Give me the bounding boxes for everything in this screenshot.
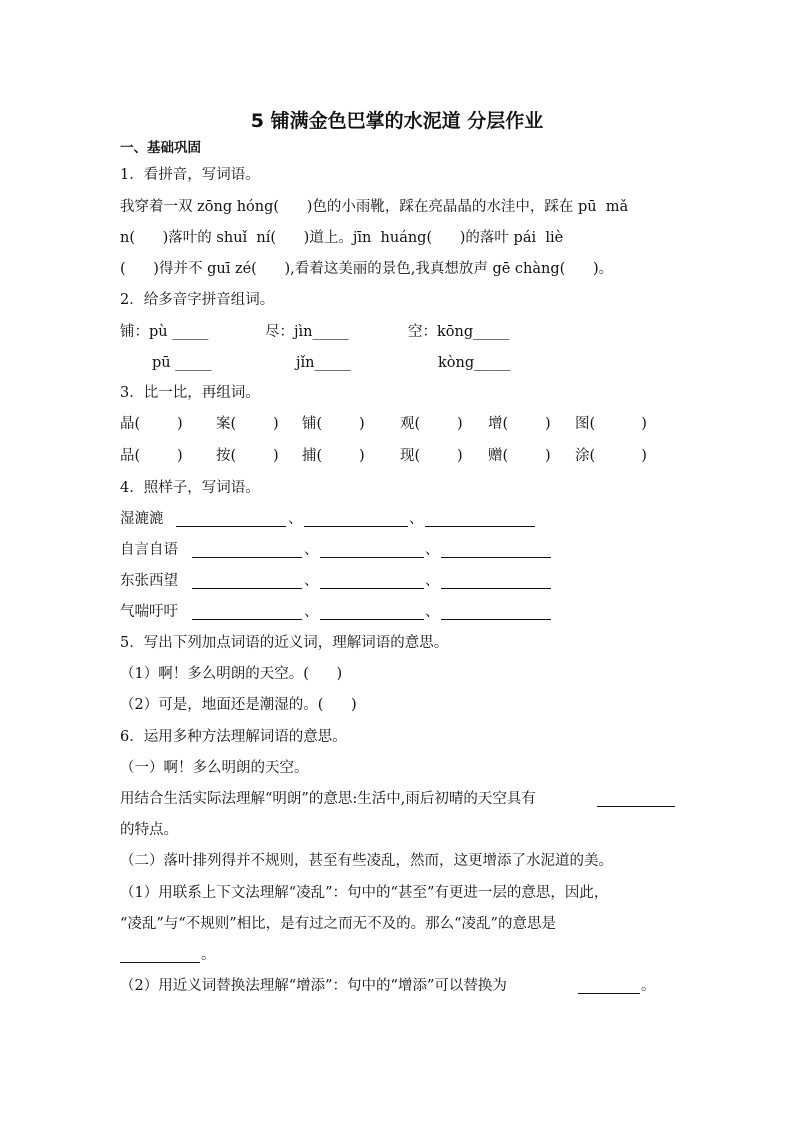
q3-item: 涂( ): [575, 448, 647, 464]
q3-item: 捕( ): [302, 448, 365, 464]
q4-example-word: 自言自语: [120, 542, 178, 558]
q4-example-word: 气喘吁吁: [120, 604, 178, 620]
answer-blank[interactable]: [597, 791, 675, 807]
q3-item: 赠( ): [488, 448, 551, 464]
separator: 、: [409, 511, 424, 527]
q6-heading: 6．运用多种方法理解词语的意思。: [120, 729, 347, 745]
q5-heading: 5．写出下列加点词语的近义词，理解词语的意思。: [120, 635, 449, 651]
answer-blank[interactable]: [441, 542, 551, 558]
separator: 、: [425, 604, 440, 620]
section-heading-basics: 一、基础巩固: [120, 140, 201, 156]
separator: 、: [304, 542, 319, 558]
q2-item: 尽：jìn_____: [265, 324, 349, 340]
q3-item: 品( ): [120, 448, 183, 464]
q3-item: 现( ): [400, 448, 463, 464]
q2-heading: 2．给多音字拼音组词。: [120, 292, 275, 308]
answer-blank[interactable]: [304, 511, 408, 527]
q6-sub-2-end: 。: [641, 978, 656, 994]
q2-item: 铺：pù _____: [120, 324, 209, 340]
q4-example-word: 湿漉漉: [120, 511, 164, 527]
q1-line-1: 我穿着一双 zōng hóng( )色的小雨靴，踩在亮晶晶的水洼中，踩在 pū mǎ: [120, 199, 629, 215]
separator: 、: [425, 573, 440, 589]
q2-item: pū _____: [152, 355, 212, 371]
separator: 、: [304, 573, 319, 589]
q3-item: 增( ): [488, 416, 551, 432]
q6-part-1-text: 用结合生活实际法理解“明朗”的意思:生活中,雨后初晴的天空具有: [120, 791, 536, 807]
q4-heading: 4．照样子，写词语。: [120, 480, 260, 496]
answer-blank[interactable]: [578, 978, 640, 994]
answer-blank[interactable]: [425, 511, 535, 527]
q1-heading: 1．看拼音，写词语。: [120, 167, 260, 183]
answer-blank[interactable]: [192, 573, 302, 589]
q3-item: 晶( ): [120, 416, 183, 432]
q6-part-1: （一）啊！多么明朗的天空。: [120, 760, 309, 776]
q6-sub-1-end: 。: [201, 947, 216, 963]
answer-blank[interactable]: [320, 542, 424, 558]
q3-item: 按( ): [216, 448, 279, 464]
q6-sub-1-line-1: （1）用联系上下文法理解“凌乱”：句中的“甚至”有更进一层的意思，因此，: [120, 885, 609, 901]
separator: 、: [288, 511, 303, 527]
q3-item: 案( ): [216, 416, 279, 432]
q1-line-2: n( )落叶的 shuǐ ní( )道上。jīn huáng( )的落叶 pái liè: [120, 230, 564, 246]
q4-example-word: 东张西望: [120, 573, 178, 589]
q2-item: 空：kōng_____: [408, 324, 510, 340]
q6-part-1-text-end: 的特点。: [120, 822, 178, 838]
answer-blank[interactable]: [192, 604, 302, 620]
answer-blank[interactable]: [441, 573, 551, 589]
answer-blank[interactable]: [320, 604, 424, 620]
q3-item: 观( ): [400, 416, 463, 432]
separator: 、: [425, 542, 440, 558]
answer-blank[interactable]: [320, 573, 424, 589]
q6-part-2: （二）落叶排列得并不规则，甚至有些凌乱，然而，这更增添了水泥道的美。: [120, 853, 613, 869]
q6-sub-1-line-2: “凌乱”与“不规则”相比，是有过之而无不及的。那么“凌乱”的意思是: [120, 916, 556, 932]
q3-item: 图( ): [575, 416, 647, 432]
q2-item: jǐn_____: [296, 355, 351, 371]
q3-heading: 3．比一比，再组词。: [120, 385, 260, 401]
q5-item-1: （1）啊！多么明朗的天空。( ): [120, 666, 343, 682]
q3-item: 铺( ): [302, 416, 365, 432]
answer-blank[interactable]: [441, 604, 551, 620]
q2-item: kòng_____: [438, 355, 511, 371]
answer-blank[interactable]: [176, 511, 286, 527]
page-title: 5 铺满金色巴掌的水泥道 分层作业: [250, 110, 544, 132]
q1-line-3: ( )得并不 guī zé( ),看着这美丽的景色,我真想放声 gē chàng( )。: [120, 261, 614, 277]
answer-blank[interactable]: [120, 947, 200, 963]
q5-item-2: （2）可是，地面还是潮湿的。( ): [120, 697, 357, 713]
answer-blank[interactable]: [192, 542, 302, 558]
q6-sub-2-text: （2）用近义词替换法理解“增添”：句中的“增添”可以替换为: [120, 978, 507, 994]
separator: 、: [304, 604, 319, 620]
